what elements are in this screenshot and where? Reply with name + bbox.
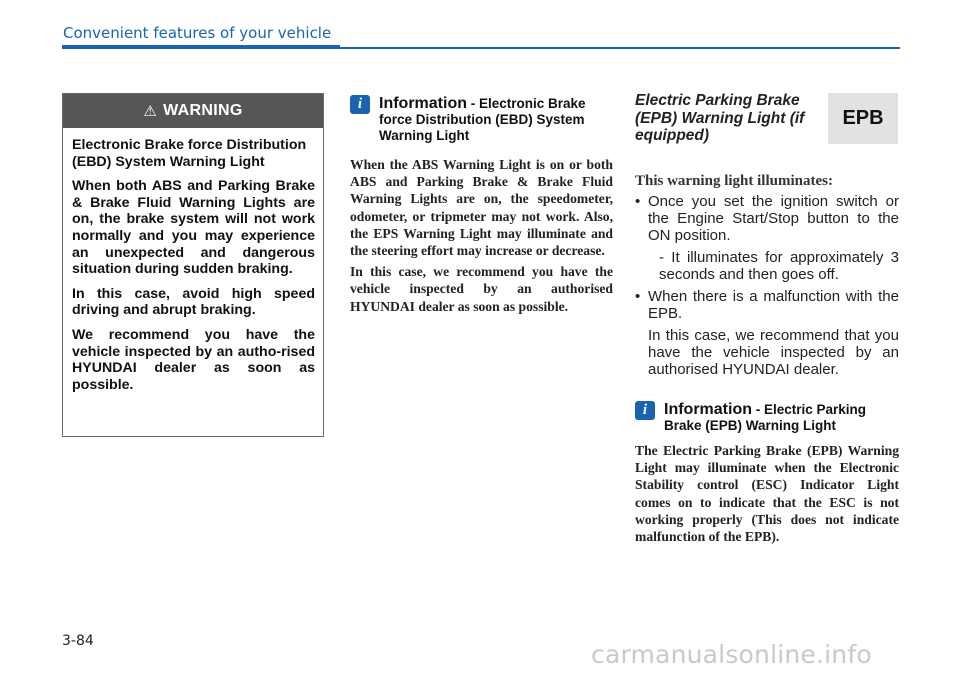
section-header: Convenient features of your vehicle: [63, 24, 332, 42]
warning-header: [63, 94, 323, 128]
header-rule-thick: [62, 45, 340, 49]
header-rule-thin: [340, 47, 900, 49]
warning-triangle-icon: ⚠: [143, 103, 158, 120]
info-icon: i: [350, 95, 370, 114]
info-icon: i: [635, 401, 655, 420]
list-item-text: Once you set the ignition switch or the Engine Start/Stop button to the ON position.: [648, 193, 899, 244]
list-item: [635, 193, 899, 244]
info-epb-title: [664, 402, 899, 434]
info-paragraph: The Electric Parking Brake (EPB) Warning Light may illuminate when the Electronic Stability control (ESC) Indicator Light comes on to indicate that the ESC is not working properly (This does not indicate malfunction of the EPB).: [635, 443, 899, 545]
info-ebd-title: [379, 96, 615, 144]
warning-box: [62, 93, 324, 437]
info-label: Information: [379, 95, 467, 112]
warning-label: WARNING: [163, 102, 243, 119]
warning-paragraph: When both ABS and Parking Brake & Brake Fluid Warning Lights are on, the brake system will not work normally and you may experience an unexpected and dangerous situation during sudden braking.: [72, 178, 315, 278]
info-epb: [635, 401, 899, 571]
warning-paragraph: In this case, avoid high speed driving and abrupt braking.: [72, 285, 315, 319]
info-paragraph: In this case, we recommend you have the vehicle inspected by an authorised HYUNDAI dealer as soon as possible.: [350, 264, 613, 314]
list-subitem: [635, 249, 899, 283]
epb-badge: EPB: [828, 93, 898, 144]
info-subtitle: - Electronic Brake force Distribution (EBD) System Warning Light: [379, 96, 586, 143]
epb-subheading: This warning light illuminates:: [635, 173, 833, 189]
page-number: 3-84: [62, 633, 94, 649]
info-subtitle: - Electric Parking Brake (EPB) Warning Light: [664, 402, 867, 433]
warning-paragraph: We recommend you have the vehicle inspected by an autho-rised HYUNDAI dealer as soon as possible.: [72, 326, 315, 393]
warning-title: Electronic Brake force Distribution (EBD) System Warning Light: [72, 137, 307, 170]
list-subitem-text: - It illuminates for approximately 3 seconds and then goes off.: [659, 249, 899, 283]
list-item-note: In this case, we recommend that you have the vehicle inspected by an authorised HYUNDAI dealer.: [648, 327, 899, 378]
watermark: carmanualsonline.info: [591, 640, 872, 669]
info-paragraph: When the ABS Warning Light is on or both ABS and Parking Brake & Brake Fluid Warning Lights are on, the speedometer, odometer, or tripmeter may not work. Also, the EPS Warning Light may illuminate and the steering effort may increase or decrease.: [350, 157, 613, 259]
list-item: [635, 288, 899, 322]
bullet-icon: •: [635, 193, 641, 210]
list-item-text: When there is a malfunction with the EPB.: [648, 288, 899, 322]
epb-heading: Electric Parking Brake (EPB) Warning Light (if equipped): [635, 92, 805, 144]
epb-list: [635, 193, 899, 383]
info-epb-text: [635, 442, 899, 549]
info-ebd-text: [350, 156, 613, 319]
info-ebd: [350, 95, 613, 355]
warning-body: [63, 128, 323, 393]
bullet-icon: •: [635, 288, 641, 305]
info-label: Information: [664, 401, 752, 418]
